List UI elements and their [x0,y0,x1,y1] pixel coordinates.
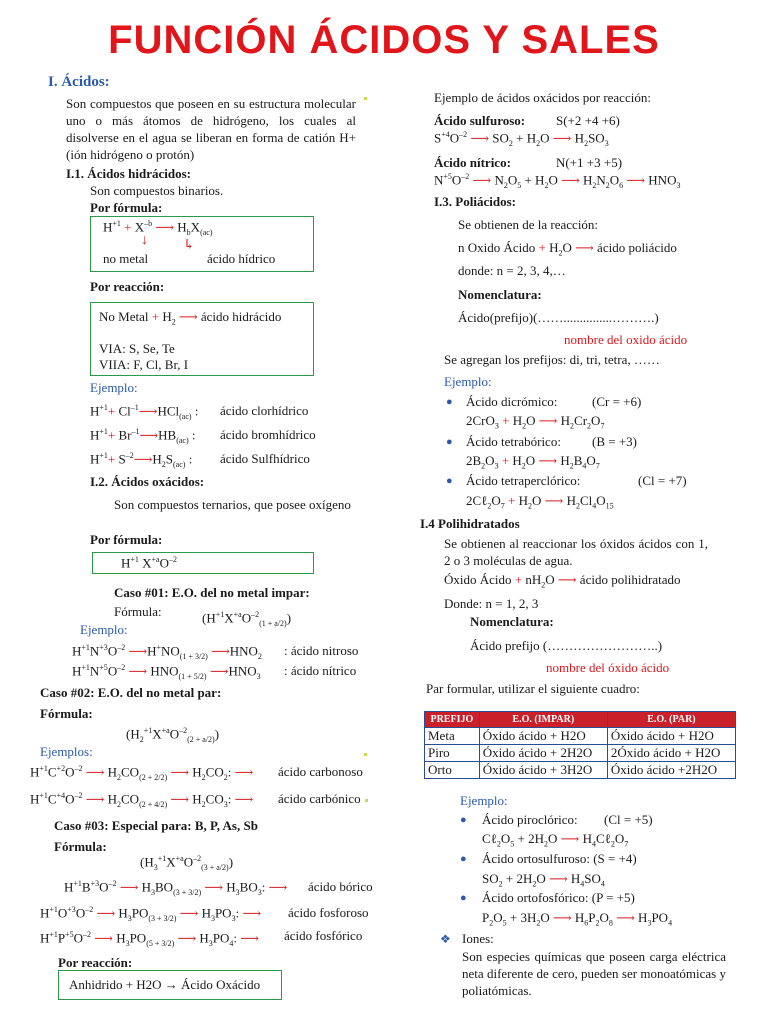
note-acido-hidrico: ácido hídrico [207,251,276,266]
ejemplo-label-right: Ejemplo: [444,374,492,389]
example-h2co2-name: ácido carbonoso [278,764,363,779]
tetraborico-eo: (B = +3) [592,434,637,449]
group-via: VIA: S, Se, Te [99,341,175,356]
ejemplo-label-2: Ejemplo: [80,622,128,637]
table-cell: Óxido ácido + H2O [607,728,735,745]
table-header: E.O. (PAR) [607,712,735,728]
caso-3-heading: Caso #03: Especial para: B, P, As, Sb [54,818,258,833]
iones-label: Iones: [462,931,494,946]
reaction-oxacido: Anhidrido + H2O → Ácido Oxácido [69,977,261,992]
formula-box-hidracido [90,216,314,272]
caso-1-heading: Caso #01: E.O. del no metal impar: [114,585,310,600]
hidracidos-text: Son compuestos binarios. [90,183,224,198]
oxido-acido-text-2: Óxido Ácido [444,572,512,587]
example-h2s: $H^{+1}+$ $S^{-2}⟶H_2S_{(ac)}$ : [90,451,193,469]
oxido-acido-text: n Oxido Ácido [458,240,536,255]
nitrico-eo: N(+1 +3 +5) [556,155,623,170]
example-h2co2: $H^{+1}C^{+2}O^{-2}$ ⟶ $H_2CO_{(2 + 2/2)}$ ⟶ $H_2CO_2$: ⟶ [30,764,254,782]
example-hno3-name: : ácido nítrico [284,663,357,678]
piroclorico-name: Ácido piroclórico: [482,812,578,827]
dicromico-eo: (Cr = +6) [592,394,642,409]
poliacidos-text: Se obtienen de la reacción: [458,217,599,232]
nomenclatura-note: nombre del oxido ácido [564,332,688,347]
ejemplo-label-right-2: Ejemplo: [460,793,508,808]
example-h3po4-name: ácido fosfórico [284,928,363,943]
poliacidos-reaction: n Oxido Ácido + $H_2O$ ⟶ ácido poliácido [458,240,677,258]
heading-poliacidos: I.3. Poliácidos: [434,194,516,209]
formula-label-caso3: Fórmula: [54,839,107,854]
example-h3bo3: $H^{+1}B^{+3}O^{-2}$ ⟶ $H_3BO_{(3 + 3/2)}$ ⟶ $H_3BO_3$: ⟶ [64,879,288,897]
reaction-hidracido: No Metal + $H_2$ ⟶ ácido hidrácido [99,309,282,327]
group-viia: VIIA: F, Cl, Br, I [99,357,189,372]
tetraperclorico-eo: (Cl = +7) [638,473,687,488]
page-title: FUNCIÓN ÁCIDOS Y SALES [108,18,660,62]
bullet-icon: ● [460,892,467,904]
prefijos-table [424,711,736,779]
formula-label-caso1: Fórmula: [114,604,162,619]
sulfuroso-eo: S(+2 +4 +6) [556,113,620,128]
intro-paragraph: Son compuestos que poseen en su estructura molecular uno o más átomos de hidrógeno, los cuales al disolverse en el agua se liberan en forma de catión H+(ión hidrógeno o protón) [66,96,356,162]
example-h3po3: $H^{+1}O^{+3}O^{-2}$ ⟶ $H_3PO_{(3 + 3/2)}$ ⟶ $H_3PO_3$: ⟶ [40,905,262,923]
tetraperclorico-reaction: $2C\ell_2O_7 + H_2O$ ⟶ $H_2Cl_4O_{15}$ [466,493,614,511]
nomenclatura-label: Nomenclatura: [458,287,542,302]
oxacidos-text: Son compuestos ternarios, que posee oxígeno [114,497,351,512]
example-h3po3-name: ácido fosforoso [288,905,369,920]
tetraperclorico-name: Ácido tetraperclórico: [466,473,581,488]
table-row [425,728,736,745]
polihidratados-text: Se obtienen al reaccionar los óxidos ácidos con 1, 2 o 3 moléculas de agua. [444,536,708,568]
example-hcl-name: ácido clorhídrico [220,403,309,418]
reaction-box-oxacido [58,970,282,1000]
formula-caso2: $(H_2^{+1}X^{+a}O^{-2}_{(2 + a/2)})$ [126,726,220,744]
sulfuroso-label: Ácido sulfuroso: [434,113,526,128]
ortofosforico-reaction: $P_2O_5 + 3H_2O$ ⟶ $H_6P_2O_8$ ⟶ $H_3PO_4$ [482,910,673,928]
table-header: E.O. (IMPAR) [479,712,607,728]
table-cell: Meta [425,728,480,745]
table-row [425,762,736,779]
por-formula-label: Por fórmula: [90,200,163,215]
table-cell: Óxido ácido +2H2O [607,762,735,779]
heading-hidracidos: I.1. Ácidos hidrácidos: [66,166,191,181]
example-hno2-name: : ácido nitroso [284,643,359,658]
no-metal-text: No Metal [99,309,149,324]
nomenclatura-formula: Ácido(prefijo)(……...............……….) [458,310,659,325]
bullet-icon: ● [460,814,467,826]
table-header-row [425,712,736,728]
table-cell: Piro [425,745,480,762]
example-h2co3-name: ácido carbónico [278,791,361,806]
acido-polihidratado-text: ácido polihidratado [579,572,681,587]
tetraborico-reaction: $2B_2O_3 + H_2O$ ⟶ $H_2B_4O_7$ [466,453,600,471]
bullet-icon: ● [446,475,453,487]
bullet-icon: ● [446,436,453,448]
table-cell: Óxido ácido + H2O [479,728,607,745]
piroclorico-reaction: $C\ell_2O_5 + 2H_2O$ ⟶ $H_4C\ell_2O_7$ [482,831,629,849]
cuadro-text: Par formular, utilizar el siguiente cuadro: [426,681,640,696]
example-hcl: $H^{+1}+$ $Cl^{-1}⟶HCl_{(ac)}$ : [90,403,199,421]
tetraborico-name: Ácido tetrabórico: [466,434,561,449]
example-hbr: $H^{+1}+$ $Br^{-1}⟶HB_{(ac)}$ : [90,427,196,445]
ejemplos-label: Ejemplos: [40,744,93,759]
nomenclatura-formula-2: Ácido prefijo (……………………..) [470,638,663,653]
heading-oxacidos: I.2. Ácidos oxácidos: [90,474,205,489]
oxacidos-reaction-intro: Ejemplo de ácidos oxácidos por reacción: [434,90,651,105]
acido-hidracido-text: ácido hidrácido [200,309,282,324]
table-cell: Orto [425,762,480,779]
reaction-box-hidracido [90,302,314,376]
formula-oxacido: $H^{+1}$ $X^{+a}O^{-2}$ [121,555,177,571]
dicromico-name: Ácido dicrómico: [466,394,558,409]
formula-box-oxacido [92,552,314,574]
example-h2s-name: ácido Sulfhídrico [220,451,310,466]
nomenclatura-note-2: nombre del óxido ácido [546,660,670,675]
example-h2co3: $H^{+1}C^{+4}O^{-2}$ ⟶ $H_2CO_{(2 + 4/2)}$ ⟶ $H_2CO_3$: ⟶ [30,791,254,809]
dicromico-reaction: $2CrO_3 + H_2O$ ⟶ $H_2Cr_2O_7$ [466,413,605,431]
example-hno3: $H^{+1}N^{+5}O^{-2}$ ⟶ $HNO_{(1 + 5/2)}$ $⟶HNO_3$ [72,663,261,681]
heading-polihidratados: I.4 Polihidratados [420,516,520,531]
bullet-icon: ● [446,396,453,408]
caso-2-heading: Caso #02: E.O. del no metal par: [40,685,222,700]
bent-arrow-icon: ↳ [183,238,195,253]
example-h3po4: $H^{+1}P^{+5}O^{-2}$ ⟶ $H_3PO_{(5 + 3/2)}$ ⟶ $H_3PO_4$: ⟶ [40,930,259,948]
decorative-dot [364,97,367,100]
ortosulfuroso-reaction: $SO_2 + 2H_2O$ ⟶ $H_4SO_4$ [482,871,605,889]
prefijos-text: Se agregan los prefijos: di, tri, tetra, …… [444,352,660,367]
acido-poliacido-text: ácido poliácido [597,240,677,255]
ortosulfuroso-name: Ácido ortosulfuroso: (S = +4) [482,851,637,866]
table-cell: Óxido ácido + 2H2O [479,745,607,762]
section-heading-acidos: I. Ácidos: [48,74,110,90]
por-formula-label-2: Por fórmula: [90,532,163,547]
por-reaccion-label: Por reacción: [90,279,165,294]
diamond-bullet-icon: ❖ [440,932,451,946]
example-hbr-name: ácido bromhídrico [220,427,316,442]
iones-text: Son especies químicas que poseen carga eléctrica neta diferente de cero, pueden ser monoatómicas y poliatómicas. [462,949,726,998]
piroclorico-eo: (Cl = +5) [604,812,653,827]
decorative-dot [365,799,368,802]
table-cell: 2Óxido ácido + H2O [607,745,735,762]
por-reaccion-label-2: Por reacción: [58,955,133,970]
ortofosforico-name: Ácido ortofosfórico: (P = +5) [482,890,635,905]
note-no-metal: no metal [103,251,149,266]
nitrico-label: Ácido nítrico: [434,155,511,170]
sulfuroso-reaction: $S^{+4}O^{-2}$ ⟶ $SO_2 + H_2O$ ⟶ $H_2SO_3$ [434,130,609,148]
formula-caso1: $(H^{+1}X^{+a}O^{-2}_{(1 + a/2)})$ [202,610,292,628]
bullet-icon: ● [460,853,467,865]
formula-caso3: $(H_3^{+1}X^{+a}O^{-2}_{(3 + a/2)})$ [140,854,234,872]
donde-n: donde: n = 2, 3, 4,… [458,263,566,278]
polihidratados-reaction: Óxido Ácido + $nH_2O$ ⟶ ácido polihidratado [444,572,681,590]
example-hno2: $H^{+1}N^{+3}O^{-2}$ $⟶H^+NO_{(1 + 3/2)}$ $⟶HNO_2$ [72,643,262,661]
decorative-dot [364,753,367,756]
nitrico-reaction: $N^{+5}O^{-2}$ ⟶ $N_2O_5 + H_2O$ ⟶ $H_2N_2O_6$ ⟶ $HNO_3$ [434,172,681,190]
ejemplo-label: Ejemplo: [90,380,138,395]
formula-hidracido: $H^{+1} + X^{-b}$ ⟶ $H_bX_{(ac)}$ [103,219,213,237]
table-row [425,745,736,762]
nomenclatura-label-2: Nomenclatura: [470,614,554,629]
table-cell: Óxido ácido + 3H2O [479,762,607,779]
table-header: PREFIJO [425,712,480,728]
down-arrow-icon: ↓ [141,233,148,248]
formula-label-caso2: Fórmula: [40,706,93,721]
donde-n-2: Donde: n = 1, 2, 3 [444,596,539,611]
example-h3bo3-name: ácido bórico [308,879,373,894]
